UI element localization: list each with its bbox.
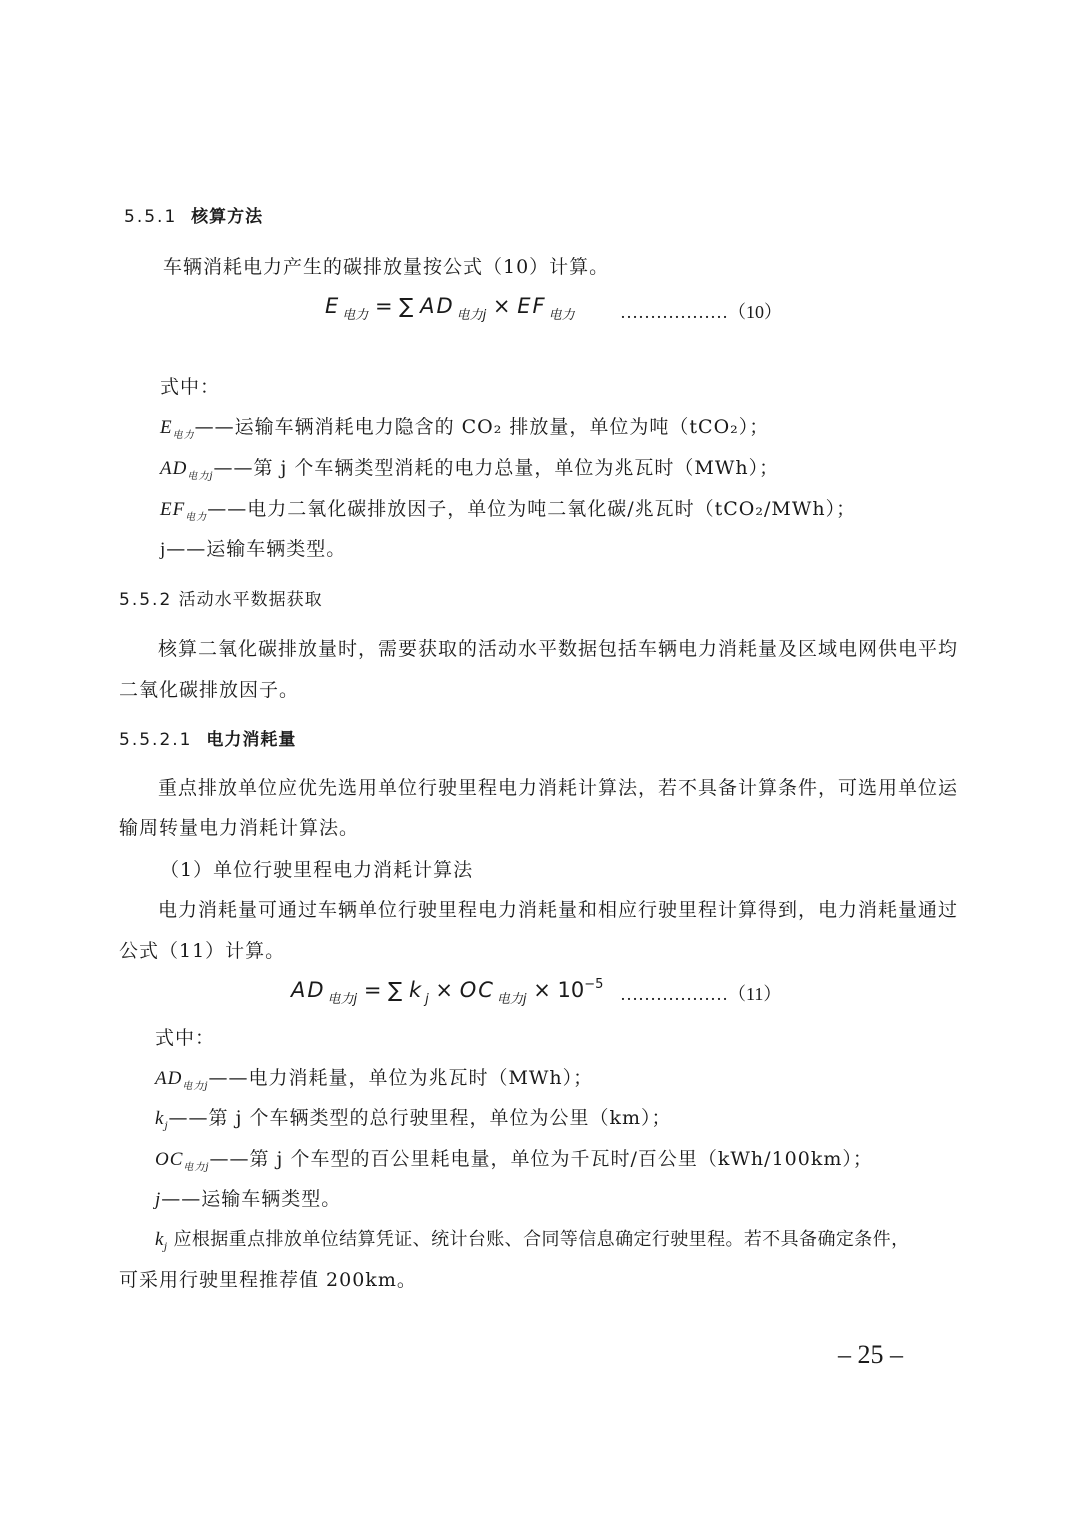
definition-ad-electric-j: $AD_{电力j}——$第 j 个车辆类型消耗的电力总量，单位为兆瓦时（MWh）； [160,457,780,482]
equation-number-10: ………………（10） [620,302,782,322]
definition-ad-consumption: $AD_{电力j}——$电力消耗量，单位为兆瓦时（MWh）； [155,1067,594,1092]
paragraph-activity-data-line2: 二氧化碳排放因子。 [119,679,300,701]
equation-number-11: ………………（11） [620,984,782,1004]
definition-ef-electric: $EF_{电力}——$电力二氧化碳排放因子，单位为吨二氧化碳/兆瓦时（tCO₂/MWh）； [160,498,857,523]
paragraph-consumption-line2: 公式（11）计算。 [119,940,286,962]
definition-j-2: j——运输车辆类型。 [155,1188,342,1210]
heading-5-5-1: 5.5.1 核算方法 [124,207,264,227]
definition-j: j——运输车辆类型。 [160,538,347,560]
definition-kj: $k_j——$第 j 个车辆类型的总行驶里程，单位为公里（km）； [155,1107,672,1132]
formula-11: AD $_{电力j}$ = ∑ k $_j$ × OC $_{电力j} \times 10^{-5}$ [291,977,604,1007]
page-number: – 25 – [838,1340,903,1369]
definition-e-electric: $E_{电力}——$运输车辆消耗电力隐含的 CO₂ 排放量，单位为吨（tCO₂）； [160,416,770,441]
formula-10: E $_{电力}$ = ∑ AD $_{电力j}$ × EF $_{电力}$ [325,294,575,323]
heading-5-5-2-1-title: 电力消耗量 [206,730,297,750]
paragraph-activity-data-line1: 核算二氧化碳排放量时，需要获取的活动水平数据包括车辆电力消耗量及区域电网供电平均 [158,638,959,660]
heading-5-5-2: 5.5.2 活动水平数据获取 [119,590,323,610]
heading-5-5-2-1: 5.5.2.1 电力消耗量 [119,730,297,750]
heading-5-5-1-title: 核算方法 [191,207,264,227]
wherein-label-2: 式中： [155,1027,216,1049]
paragraph-mileage-line2: 可采用行驶里程推荐值 200km。 [119,1269,417,1291]
paragraph-method-choice-line2: 输周转量电力消耗计算法。 [119,817,360,839]
paragraph-formula-10-intro: 车辆消耗电力产生的碳排放量按公式（10）计算。 [163,256,610,278]
paragraph-consumption-line1: 电力消耗量可通过车辆单位行驶里程电力消耗量和相应行驶里程计算得到，电力消耗量通过 [158,899,959,921]
subheading-method-1: （1）单位行驶里程电力消耗计算法 [160,859,474,881]
paragraph-mileage-line1: $k_j$ 应根据重点排放单位结算凭证、统计台账、合同等信息确定行驶里程。若不具备确定条件， [155,1229,910,1253]
heading-5-5-2-title: 活动水平数据获取 [178,590,323,610]
definition-oc: $OC_{电力j}——$第 j 个车型的百公里耗电量，单位为千瓦时/百公里（kWh/100km）； [155,1148,873,1173]
paragraph-method-choice-line1: 重点排放单位应优先选用单位行驶里程电力消耗计算法，若不具备计算条件，可选用单位运 [158,777,959,799]
wherein-label-1: 式中： [160,376,221,398]
